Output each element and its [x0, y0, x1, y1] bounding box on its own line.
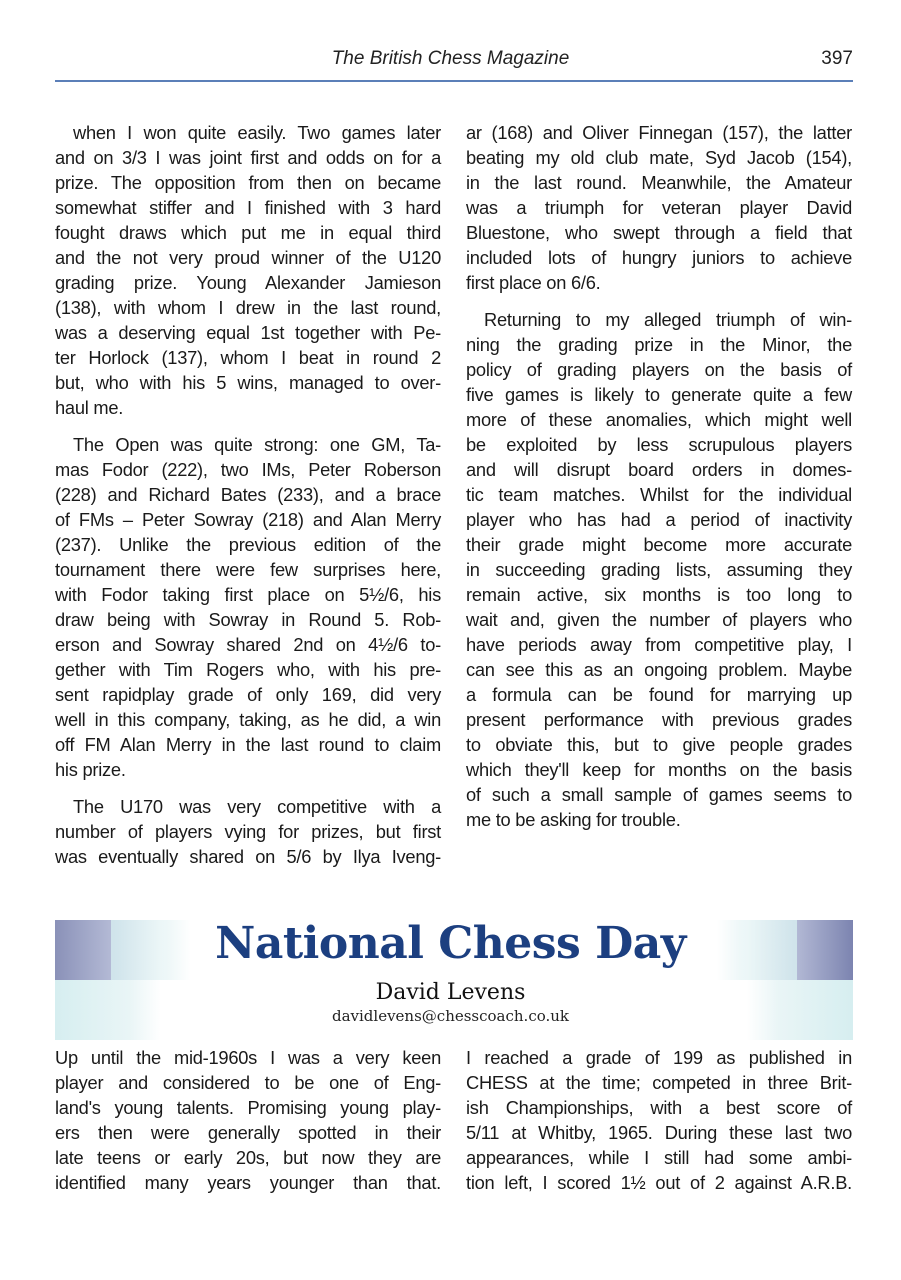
text-line: erson and Sowray shared 2nd on 4½/6 to- [55, 634, 441, 655]
text-line: player and considered to be one of Eng- [55, 1072, 441, 1093]
text-line: was a deserving equal 1st together with Pe- [55, 322, 441, 343]
article-bottom-left-column [55, 1045, 441, 1195]
text-line: and the not very proud winner of the U120 [55, 247, 441, 268]
text-line: first place on 6/6. [466, 272, 601, 293]
text-line: prize. The opposition from then on became [55, 172, 441, 193]
text-line: tournament there were few surprises here, [55, 559, 441, 580]
text-line: of FMs – Peter Sowray (218) and Alan Merry [55, 509, 441, 530]
text-line: 5/11 at Whitby, 1965. During these last two [466, 1122, 852, 1143]
text-line: ar (168) and Oliver Finnegan (157), the latter [466, 122, 852, 143]
text-line: player who has had a period of inactivity [466, 509, 852, 530]
author-email: davidlevens@chesscoach.co.uk [331, 1007, 570, 1025]
text-line: be exploited by less scrupulous players [466, 434, 852, 455]
text-line: The U170 was very competitive with a [73, 796, 441, 817]
text-line: present performance with previous grades [466, 709, 852, 730]
text-line: and on 3/3 I was joint first and odds on for a [55, 147, 441, 168]
text-line: beating my old club mate, Syd Jacob (154), [466, 147, 852, 168]
text-line: in succeeding grading lists, assuming they [466, 559, 852, 580]
text-line: have periods away from competitive play, I [466, 634, 852, 655]
text-line: and will disrupt board orders in domes- [466, 459, 852, 480]
text-line: which they'll keep for months on the basis [466, 759, 852, 780]
article-top-left-column [55, 120, 441, 869]
text-line: haul me. [55, 397, 124, 418]
text-line: in the last round. Meanwhile, the Amateur [466, 172, 852, 193]
paragraph [466, 1045, 852, 1195]
text-line: five games is likely to generate quite a few [466, 384, 852, 405]
text-line: somewhat stiffer and I finished with 3 hard [55, 197, 441, 218]
text-line: their grade might become more accurate [466, 534, 852, 555]
text-line: of such a small sample of games seems to [466, 784, 852, 805]
paragraph [55, 794, 441, 869]
text-line: with Fodor taking first place on 5½/6, his [55, 584, 441, 605]
text-line: more of these anomalies, which might well [466, 409, 852, 430]
text-line: ter Horlock (137), whom I beat in round 2 [55, 347, 441, 368]
text-line: (138), with whom I drew in the last round, [55, 297, 441, 318]
text-line: well in this company, taking, as he did, a win [55, 709, 441, 730]
paragraph-gap [466, 295, 852, 307]
text-line: tion left, I scored 1½ out of 2 against A.R.B. [466, 1172, 852, 1193]
text-line: land's young talents. Promising young play- [55, 1097, 441, 1118]
text-line: (237). Unlike the previous edition of the [55, 534, 441, 555]
text-line: was a triumph for veteran player David [466, 197, 852, 218]
text-line: sent rapidplay grade of only 169, did very [55, 684, 441, 705]
text-line: gether with Tim Rogers who, with his pre- [55, 659, 441, 680]
article-bottom-right-column [466, 1045, 852, 1195]
paragraph-gap [55, 782, 441, 794]
text-line: Bluestone, who swept through a field that [466, 222, 852, 243]
text-line: late teens or early 20s, but now they are [55, 1147, 441, 1168]
text-line: number of players vying for prizes, but first [55, 821, 441, 842]
paragraph [55, 120, 441, 420]
text-line: I reached a grade of 199 as published in [466, 1047, 852, 1068]
text-line: was eventually shared on 5/6 by Ilya Iveng- [55, 846, 441, 867]
text-line: draw being with Sowray in Round 5. Rob- [55, 609, 441, 630]
text-line: when I won quite easily. Two games later [73, 122, 441, 143]
text-line: ning the grading prize in the Minor, the [466, 334, 852, 355]
text-line: to obviate this, but to give people grades [466, 734, 852, 755]
paragraph [466, 120, 852, 295]
article-author: David Levens [375, 980, 526, 1005]
text-line: grading prize. Young Alexander Jamieson [55, 272, 441, 293]
text-line: ers then were generally spotted in their [55, 1122, 441, 1143]
text-line: wait and, given the number of players who [466, 609, 852, 630]
text-line: off FM Alan Merry in the last round to claim [55, 734, 441, 755]
text-line: fought draws which put me in equal third [55, 222, 441, 243]
text-line: Up until the mid-1960s I was a very keen [55, 1047, 441, 1068]
text-line: a formula can be found for marrying up [466, 684, 852, 705]
text-line: CHESS at the time; competed in three Brit- [466, 1072, 852, 1093]
text-line: included lots of hungry juniors to achieve [466, 247, 852, 268]
magazine-title: The British Chess Magazine [331, 48, 570, 69]
paragraph [55, 432, 441, 782]
text-line: Returning to my alleged triumph of win- [484, 309, 852, 330]
text-line: (228) and Richard Bates (233), and a brace [55, 484, 441, 505]
page-number: 397 [821, 48, 853, 69]
article-top-right-column [466, 120, 852, 832]
text-line: appearances, while I still had some ambi- [466, 1147, 852, 1168]
text-line: me to be asking for trouble. [466, 809, 681, 830]
text-line: tic team matches. Whilst for the individual [466, 484, 852, 505]
text-line: ish Championships, with a best score of [466, 1097, 852, 1118]
text-line: remain active, six months is too long to [466, 584, 852, 605]
text-line: identified many years younger than that. [55, 1172, 441, 1193]
text-line: policy of grading players on the basis of [466, 359, 852, 380]
paragraph [466, 307, 852, 832]
text-line: can see this as an ongoing problem. Maybe [466, 659, 852, 680]
text-line: mas Fodor (222), two IMs, Peter Roberson [55, 459, 441, 480]
text-line: The Open was quite strong: one GM, Ta- [73, 434, 441, 455]
article-title: National Chess Day [215, 918, 686, 969]
text-line: his prize. [55, 759, 126, 780]
header-rule [55, 80, 853, 82]
paragraph [55, 1045, 441, 1195]
text-line: but, who with his 5 wins, managed to over- [55, 372, 441, 393]
paragraph-gap [55, 420, 441, 432]
